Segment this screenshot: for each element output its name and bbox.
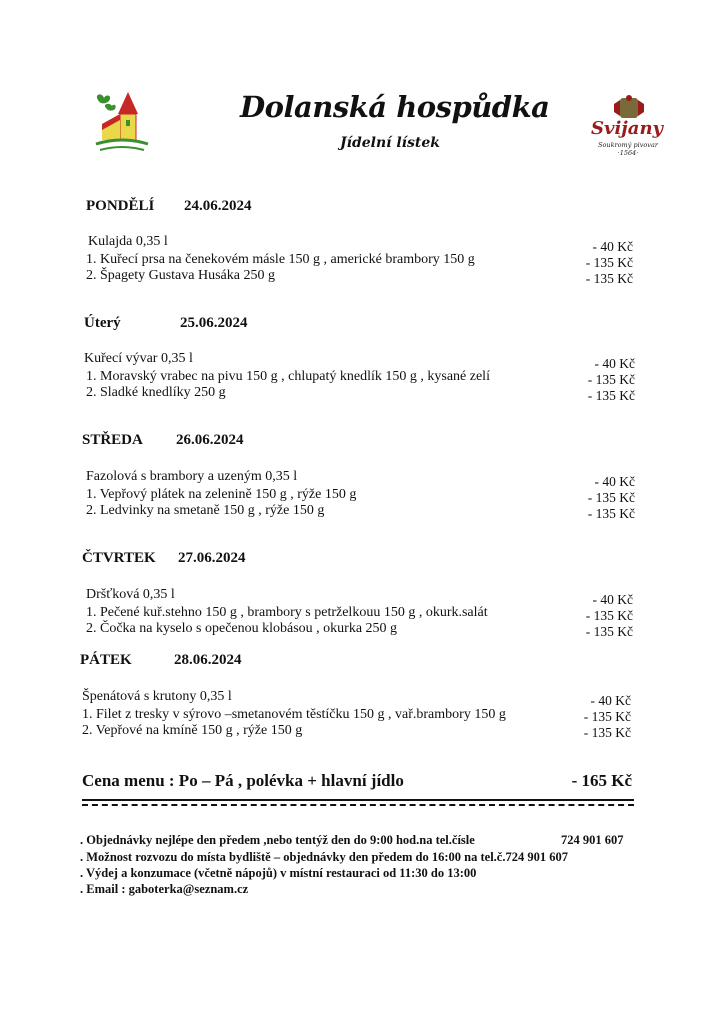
dish-1-thursday	[86, 605, 488, 621]
dish-num: 1.	[86, 487, 97, 502]
price-soup-tuesday: - 40 Kč	[594, 356, 635, 371]
dish-2-tuesday	[86, 385, 226, 401]
soup-wednesday: Fazolová s brambory a uzeným 0,35 l	[86, 469, 298, 484]
brand-subtitle	[578, 141, 678, 157]
brand-year: ·1564·	[617, 149, 639, 157]
menu-price-label: Cena menu : Po – Pá , polévka + hlavní jídlo	[82, 771, 404, 790]
price-dish-1-tuesday: - 135 Kč	[587, 372, 635, 387]
dish-num: 1.	[86, 605, 97, 620]
price-soup-thursday: - 40 Kč	[592, 592, 633, 607]
price-dish-2-wednesday: - 135 Kč	[587, 506, 635, 521]
church-tower-logo-icon	[92, 90, 152, 156]
menu-price-value: - 165 Kč	[571, 771, 632, 790]
soup-thursday: Dršťková 0,35 l	[86, 587, 175, 602]
dish-text: Kuřecí prsa na čenekovém másle 150 g , americké brambory 150 g	[100, 252, 475, 267]
dish-num: 1.	[86, 369, 97, 384]
price-dish-1-thursday: - 135 Kč	[585, 608, 633, 623]
dish-num: 1.	[82, 707, 93, 722]
price-dish-2-thursday: - 135 Kč	[585, 624, 633, 639]
day-date-wednesday: 26.06.2024	[176, 432, 244, 448]
day-name-thursday: ČTVRTEK	[82, 550, 156, 566]
day-date-thursday: 27.06.2024	[178, 550, 246, 566]
dish-text: Pečené kuř.stehno 150 g , brambory s petrželkouu 150 g , okurk.salát	[100, 605, 488, 620]
dish-text: Ledvinky na smetaně 150 g , rýže 150 g	[100, 503, 325, 518]
price-soup-friday: - 40 Kč	[590, 693, 631, 708]
day-date-tuesday: 25.06.2024	[180, 315, 248, 331]
note-email: . Email : gaboterka@seznam.cz	[80, 882, 249, 896]
soup-tuesday: Kuřecí vývar 0,35 l	[84, 351, 193, 366]
restaurant-title: Dolanská hospůdka	[240, 90, 550, 124]
price-dish-2-friday: - 135 Kč	[583, 725, 631, 740]
dish-2-monday	[86, 268, 275, 284]
day-name-monday: PONDĚLÍ	[86, 198, 155, 214]
dish-text: Čočka na kyselo s opečenou klobásou , okurka 250 g	[100, 621, 398, 636]
dish-2-friday	[82, 723, 302, 739]
dish-1-tuesday	[86, 369, 490, 385]
note-phone: 724 901 607	[561, 833, 624, 847]
dish-1-friday	[82, 707, 506, 723]
dish-num: 2.	[86, 503, 97, 518]
dish-text: Vepřový plátek na zelenině 150 g , rýže 150 g	[99, 487, 357, 502]
note-delivery: . Možnost rozvozu do místa bydliště – objednávky den předem do 16:00 na tel.č.724 901 607	[80, 850, 568, 864]
menu-subtitle: Jídelní lístek	[340, 135, 440, 151]
dish-num: 2.	[86, 385, 97, 400]
note-orders	[80, 832, 632, 848]
day-name-tuesday: Úterý	[84, 315, 121, 331]
divider-dashed	[82, 804, 634, 806]
price-dish-1-friday: - 135 Kč	[583, 709, 631, 724]
dish-text: Filet z tresky v sýrovo –smetanovém těstíčku 150 g , vař.brambory 150 g	[96, 707, 506, 722]
brand-name: Svijany	[590, 118, 664, 139]
dish-2-thursday	[86, 621, 397, 637]
day-name-friday: PÁTEK	[80, 652, 132, 668]
dish-1-monday	[86, 252, 475, 268]
soup-monday: Kulajda 0,35 l	[88, 234, 168, 249]
price-soup-monday: - 40 Kč	[592, 239, 633, 254]
dish-2-wednesday	[86, 503, 324, 519]
dish-num: 2.	[86, 621, 97, 636]
divider-solid	[82, 799, 634, 801]
price-soup-wednesday: - 40 Kč	[594, 474, 635, 489]
dish-text: Vepřové na kmíně 150 g , rýže 150 g	[95, 723, 303, 738]
soup-friday: Špenátová s krutony 0,35 l	[82, 689, 232, 704]
dish-num: 2.	[86, 268, 97, 283]
dish-num: 2.	[82, 723, 93, 738]
dish-1-wednesday	[86, 487, 356, 503]
price-dish-1-monday: - 135 Kč	[585, 255, 633, 270]
price-dish-2-monday: - 135 Kč	[585, 271, 633, 286]
dish-text: Špagety Gustava Husáka 250 g	[100, 268, 275, 283]
price-dish-1-wednesday: - 135 Kč	[587, 490, 635, 505]
day-date-monday: 24.06.2024	[184, 198, 252, 214]
day-name-wednesday: STŘEDA	[82, 432, 143, 448]
day-date-friday: 28.06.2024	[174, 652, 242, 668]
dish-num: 1.	[86, 252, 97, 267]
dish-text: Moravský vrabec na pivu 150 g , chlupatý knedlík 150 g , kysané zelí	[100, 369, 490, 384]
brand-sub-text: Soukromý pivovar	[598, 141, 658, 149]
note-serving: . Výdej a konzumace (včetně nápojů) v místní restauraci od 11:30 do 13:00	[80, 866, 477, 880]
note-text: . Objednávky nejlépe den předem ,nebo tentýž den do 9:00 hod.na tel.čísle	[80, 833, 475, 847]
dish-text: Sladké knedlíky 250 g	[100, 385, 226, 400]
price-dish-2-tuesday: - 135 Kč	[587, 388, 635, 403]
